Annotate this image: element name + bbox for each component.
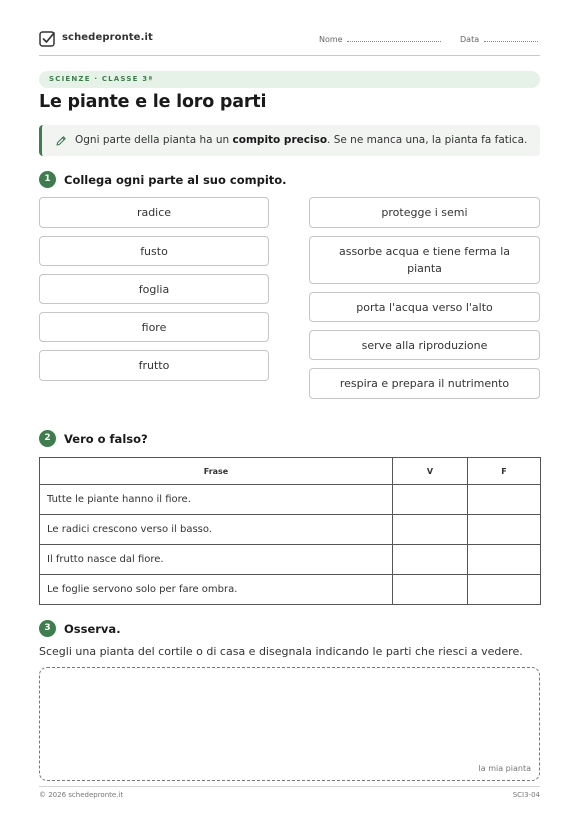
- section-number: 2: [39, 430, 56, 447]
- pencil-icon: [55, 135, 67, 147]
- false-answer-cell[interactable]: [468, 485, 541, 515]
- column-header-v: V: [393, 458, 468, 485]
- statement-cell: Le foglie servono solo per fare ombra.: [40, 575, 393, 605]
- true-answer-cell[interactable]: [393, 485, 468, 515]
- header-divider: [39, 55, 540, 56]
- table-header-row: [40, 458, 541, 485]
- statement-cell: Tutte le piante hanno il fiore.: [40, 485, 393, 515]
- drawing-area-label: la mia pianta: [478, 764, 531, 773]
- false-answer-cell[interactable]: [468, 575, 541, 605]
- part-box-fiore[interactable]: fiore: [39, 312, 269, 342]
- footer-copyright: © 2026 schedepronte.it: [39, 791, 124, 799]
- tip-text-bold: compito preciso: [232, 134, 328, 146]
- true-answer-cell[interactable]: [393, 515, 468, 545]
- tip-text: [75, 134, 527, 146]
- drawing-instruction: Scegli una pianta del cortile o di casa e disegnala indicando le parti che riesci a vedere.: [39, 645, 523, 658]
- column-header-f: F: [468, 458, 541, 485]
- true-answer-cell[interactable]: [393, 545, 468, 575]
- name-line: [347, 35, 441, 42]
- section-title: Collega ogni parte al suo compito.: [64, 173, 287, 187]
- section-number: 1: [39, 171, 56, 188]
- true-false-table: [39, 457, 541, 605]
- page-title: Le piante e le loro parti: [39, 92, 267, 112]
- tip-text-end: . Se ne manca una, la pianta fa fatica.: [327, 134, 528, 146]
- true-answer-cell[interactable]: [393, 575, 468, 605]
- false-answer-cell[interactable]: [468, 515, 541, 545]
- date-field[interactable]: [460, 35, 538, 44]
- subject-banner: [39, 71, 540, 88]
- page-header: [39, 29, 540, 55]
- table-row: [40, 545, 541, 575]
- function-box-3[interactable]: porta l'acqua verso l'alto: [309, 292, 540, 322]
- function-box-2[interactable]: assorbe acqua e tiene ferma la pianta: [309, 236, 540, 284]
- footer-divider: [39, 786, 540, 787]
- part-box-fusto[interactable]: fusto: [39, 236, 269, 266]
- function-box-4[interactable]: serve alla riproduzione: [309, 330, 540, 360]
- name-label: Nome: [319, 35, 343, 44]
- table-row: [40, 575, 541, 605]
- drawing-area[interactable]: [39, 667, 540, 781]
- function-box-1[interactable]: protegge i semi: [309, 197, 540, 228]
- column-header-frase: Frase: [40, 458, 393, 485]
- section-title: Osserva.: [64, 622, 121, 636]
- statement-cell: Il frutto nasce dal fiore.: [40, 545, 393, 575]
- subject-label: SCIENZE · CLASSE 3ª: [49, 75, 154, 83]
- name-field[interactable]: [319, 35, 441, 44]
- part-box-radice[interactable]: radice: [39, 197, 269, 228]
- footer-code: SCI3-04: [512, 791, 540, 799]
- checkbox-logo-icon: [39, 30, 56, 48]
- false-answer-cell[interactable]: [468, 545, 541, 575]
- part-box-frutto[interactable]: frutto: [39, 350, 269, 381]
- table-row: [40, 515, 541, 545]
- function-box-5[interactable]: respira e prepara il nutrimento: [309, 368, 540, 399]
- site-name: schedepronte.it: [62, 32, 153, 43]
- date-line: [484, 35, 538, 42]
- section-number: 3: [39, 620, 56, 637]
- tip-box: [39, 125, 540, 156]
- section-title: Vero o falso?: [64, 432, 148, 446]
- statement-cell: Le radici crescono verso il basso.: [40, 515, 393, 545]
- date-label: Data: [460, 35, 480, 44]
- part-box-foglia[interactable]: foglia: [39, 274, 269, 304]
- tip-text-start: Ogni parte della pianta ha un: [75, 134, 233, 146]
- table-row: [40, 485, 541, 515]
